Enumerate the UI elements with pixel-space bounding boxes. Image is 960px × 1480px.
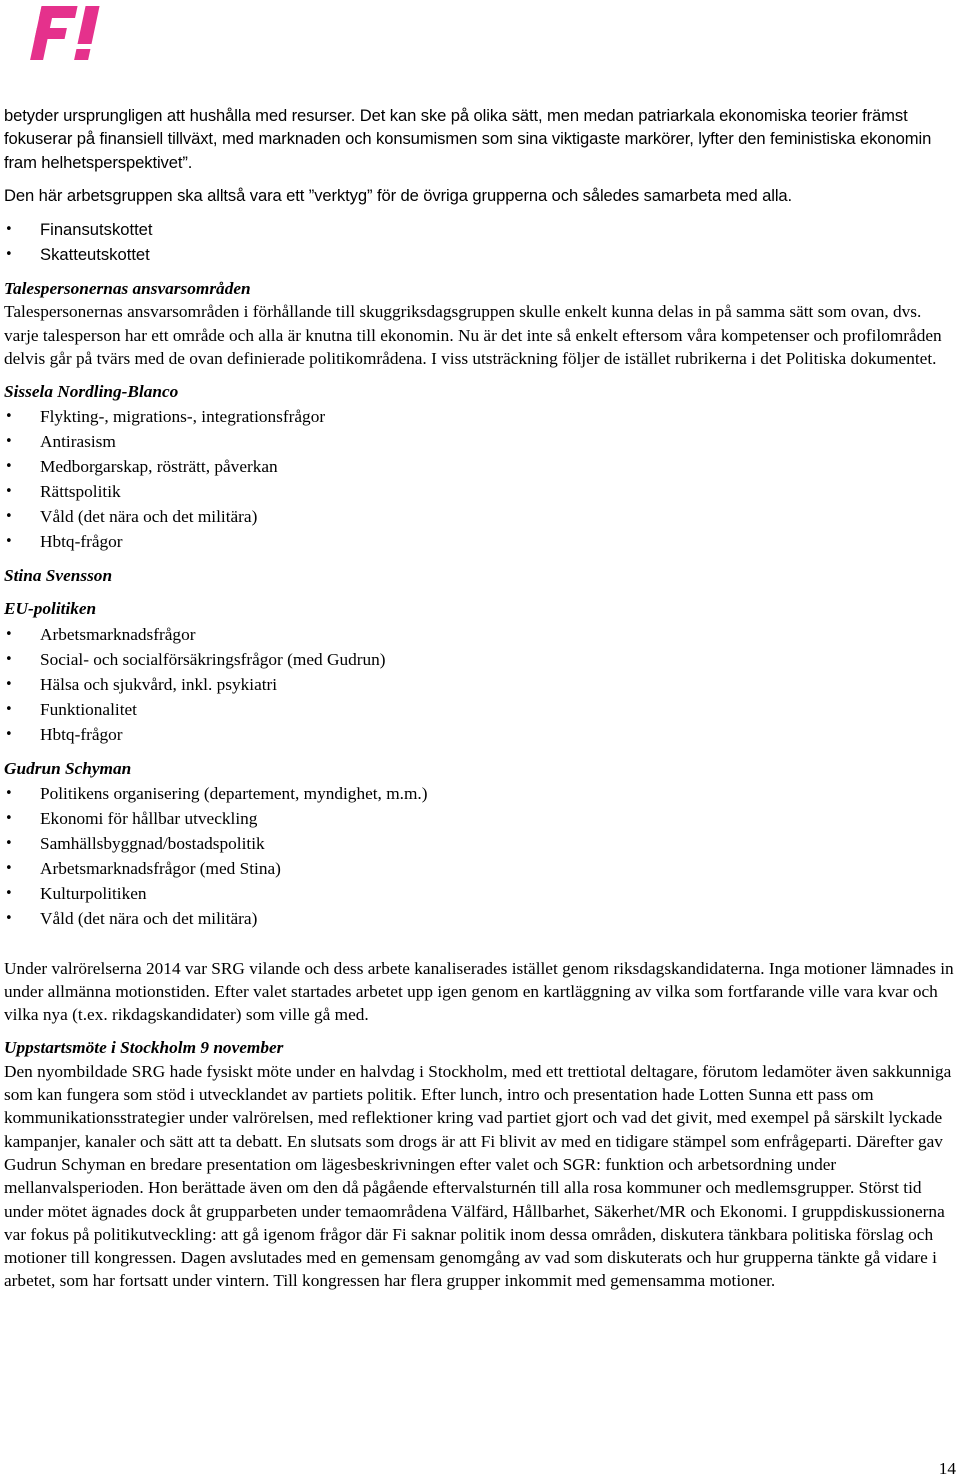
list-item: • Flykting-, migrations-, integrationsfrågor [4,404,958,429]
feministiskt-initiativ-logo [28,4,110,64]
person-heading: Stina Svensson [4,565,113,585]
person-area-list [4,781,958,931]
list-item: • Funktionalitet [4,697,958,722]
person-heading: Sissela Nordling-Blanco [4,382,179,402]
spokes-text-1: Talespersonernas ansvarsområden i förhållande till skuggriksdagsgruppen skulle enkelt kunna delas in på samma sätt som ovan, dvs. varje talesperson har ett område och alla är knutna till ekonomin. [4,302,922,345]
list-item: • Hälsa och sjukvård, inkl. psykiatri [4,672,958,697]
section-heading: Talespersonernas ansvarsområden [4,279,251,299]
list-item: • Politikens organisering (departement, myndighet, m.m.) [4,781,958,806]
list-item: • Skatteutskottet [4,242,958,267]
spokes-text-2: Nu är det inte så enkelt eftersom våra kompetenser och profilområden delvis går på tvärs med de ovan definierade politikområdena. I viss utsträckning följer de istället rubrikerna i det Politiska dokumentet. [4,325,942,369]
spacer [4,941,958,957]
list-item: • Kulturpolitiken [4,881,958,906]
list-item: • Social- och socialförsäkringsfrågor (med Gudrun) [4,647,958,672]
page-number: 14 [938,1459,956,1478]
person-subheading: EU-politiken [4,598,97,618]
list-item: • Finansutskottet [4,217,958,242]
list-item: • Arbetsmarknadsfrågor [4,622,958,647]
list-item: • Antirasism [4,429,958,454]
election-paragraph: Under valrörelserna 2014 var SRG vilande och dess arbete kanaliserades istället genom riksdagskandidaterna. Inga motioner lämnades in under allmänna motionstiden. Efter valet startades arbetet upp igen genom en kartläggning av vilka som fortfarande ville vara kvar och vilka nya (t.ex. rikdagskandidater) som ville gå med. [4,958,954,1025]
list-item: • Samhällsbyggnad/bostadspolitik [4,831,958,856]
list-item: • Arbetsmarknadsfrågor (med Stina) [4,856,958,881]
list-item: • Våld (det nära och det militära) [4,504,958,529]
meeting-heading: Uppstartsmöte i Stockholm 9 november [4,1038,284,1058]
spokes-paragraph [4,300,958,370]
person-area-list [4,404,958,554]
list-item: • Våld (det nära och det militära) [4,906,958,931]
list-item: • Ekonomi för hållbar utveckling [4,806,958,831]
logo-graphic [28,4,110,64]
list-item: • Hbtq-frågor [4,722,958,747]
intro-paragraph: betyder ursprungligen att hushålla med resurser. Det kan ske på olika sätt, men medan patriarkala ekonomiska teorier främst fokuserar på finansiell tillväxt, med marknaden och konsumismen som sina viktigaste markörer, lyfter den feministiska ekonomin fram helhetsperspektivet”. [4,106,932,172]
meeting-paragraph: Den nyombildade SRG hade fysiskt möte under en halvdag i Stockholm, med ett trettiotal deltagare, förutom ledamöter även sakkunniga som kan fungera som stöd i utvecklandet av partiets politik. Efter lunch, intro och presentation hade Lotten Sunna ett pass om kommunikationsstrategier under valrörelsen, med reflektioner kring vad partiet gjort och vad det givit, med exempel på särskilt lyckade kampanjer, kanaler och sätt att ta debatt. En slutsats som drogs är att Fi blivit av med en tidigare stämpel som enfrågeparti. Därefter gav Gudrun Schyman en bredare presentation om lägesbeskrivningen efter valet och SGR: funktion och arbetsordning under mellanvalsperioden. Hon berättade även om den då pågående eftervalsturnén till alla rosa kommuner och medlemsgrupper. Störst tid under mötet ägnades dock åt grupparbeten under temaområdena Välfärd, Hållbarhet, Säkerhet/MR och Ekonomi. I gruppdiskussionerna var fokus på politikutveckling: att gå igenom frågor där Fi saknar politik inom dessa områden, diskutera tänkbara politiska förslag och motioner till kongressen. Dagen avslutades med en gemensam genomgång av vad som diskuterats och hur grupperna tänkte gå vidare i arbetet, som har fortsatt under vintern. Till kongressen har flera grupper inkommit med gemensamma motioner. [4,1061,952,1291]
committee-list [4,217,958,267]
list-item: • Medborgarskap, rösträtt, påverkan [4,454,958,479]
person-area-list [4,622,958,747]
list-item: • Hbtq-frågor [4,529,958,554]
list-item: • Rättspolitik [4,479,958,504]
intro-paragraph-2: Den här arbetsgruppen ska alltså vara ett ”verktyg” för de övriga grupperna och således samarbeta med alla. [4,185,793,205]
document-body [4,104,958,1303]
person-heading: Gudrun Schyman [4,759,132,779]
